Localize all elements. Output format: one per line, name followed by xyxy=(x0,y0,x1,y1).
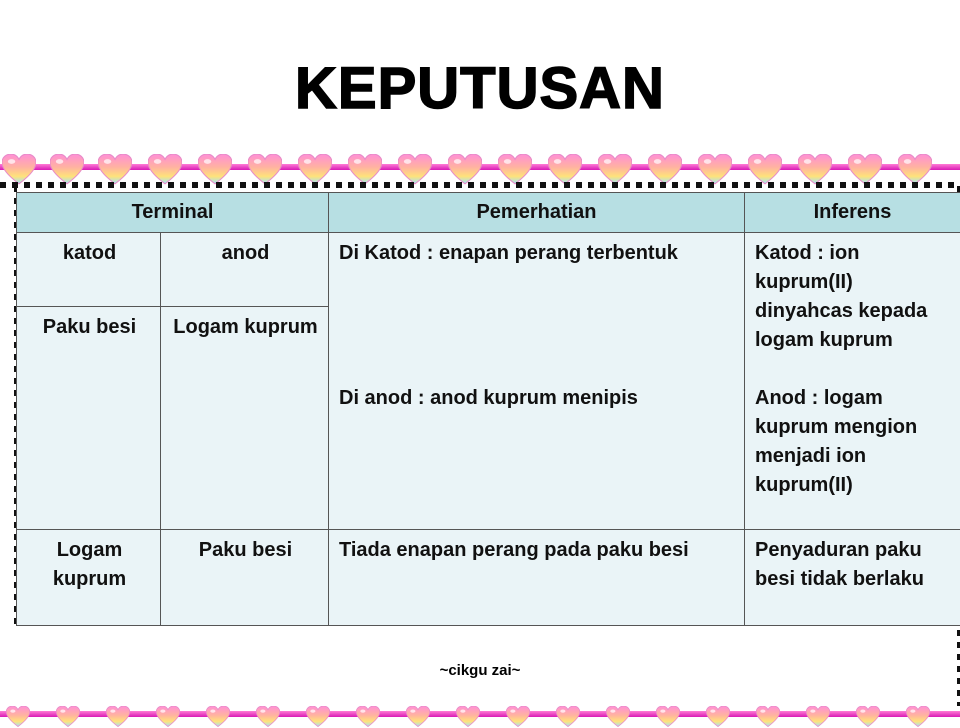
heart-icon xyxy=(454,706,482,728)
heart-icon xyxy=(304,706,332,728)
table-row xyxy=(17,530,960,626)
heart-icon xyxy=(554,706,582,728)
page-title: KEPUTUSAN xyxy=(0,55,960,122)
heart-icon xyxy=(154,706,182,728)
header-terminal: Terminal xyxy=(17,193,329,233)
inferens-anod: Anod : logam kuprum mengion menjadi ion kuprum(II) xyxy=(755,384,952,500)
dashed-border-top xyxy=(0,182,960,188)
heart-icon xyxy=(254,706,282,728)
row2-pemerhatian: Tiada enapan perang pada paku besi xyxy=(329,530,745,626)
heart-icon xyxy=(104,706,132,728)
subheader-katod: katod xyxy=(17,233,161,307)
heart-icon xyxy=(604,706,632,728)
heart-icon xyxy=(54,706,82,728)
table-header-row xyxy=(17,193,960,233)
inferens-katod: Katod : ion kuprum(II) dinyahcas kepada logam kuprum xyxy=(755,239,952,384)
row2-inferens: Penyaduran paku besi tidak berlaku xyxy=(745,530,960,626)
pemerhatian-cell xyxy=(329,233,745,530)
heart-icon xyxy=(654,706,682,728)
footer-credit: ~cikgu zai~ xyxy=(0,662,960,679)
heart-icon xyxy=(804,706,832,728)
row1-katod: Paku besi xyxy=(17,307,161,530)
results-table xyxy=(16,192,960,626)
header-pemerhatian: Pemerhatian xyxy=(329,193,745,233)
table-row xyxy=(17,233,960,307)
heart-border-bottom xyxy=(0,706,960,726)
heart-icon xyxy=(904,706,932,728)
row2-anod: Paku besi xyxy=(161,530,329,626)
header-inferens: Inferens xyxy=(745,193,960,233)
heart-icon xyxy=(754,706,782,728)
row2-katod: Logam kuprum xyxy=(17,530,161,626)
inferens-cell xyxy=(745,233,960,530)
heart-icon xyxy=(404,706,432,728)
subheader-anod: anod xyxy=(161,233,329,307)
heart-icon xyxy=(204,706,232,728)
heart-icon xyxy=(854,706,882,728)
heart-icon xyxy=(354,706,382,728)
row1-anod: Logam kuprum xyxy=(161,307,329,530)
heart-icon xyxy=(704,706,732,728)
heart-icon xyxy=(4,706,32,728)
pemerhatian-anod: Di anod : anod kuprum menipis xyxy=(339,384,736,413)
heart-icon xyxy=(504,706,532,728)
pemerhatian-katod: Di Katod : enapan perang terbentuk xyxy=(339,239,736,384)
